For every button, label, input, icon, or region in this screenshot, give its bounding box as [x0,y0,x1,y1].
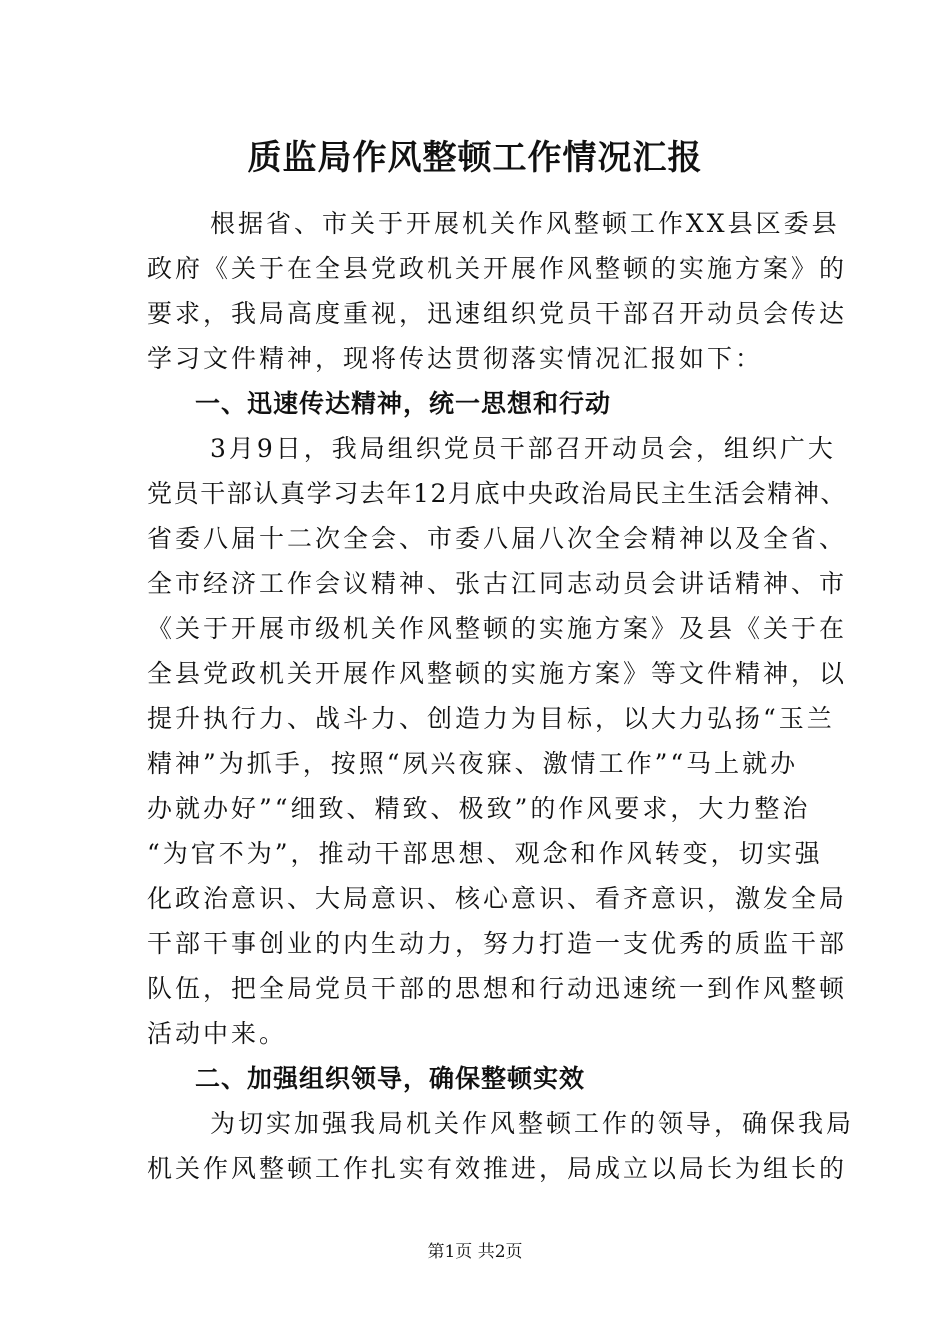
document-title: 质监局作风整顿工作情况汇报 [247,138,703,178]
paragraph-line: 《关于开展市级机关作风整顿的实施方案》及县《关于在 [147,614,848,643]
page-footer: 第1页 共2页 [427,1242,523,1262]
paragraph-line: 全县党政机关开展作风整顿的实施方案》等文件精神，以 [147,659,848,688]
paragraph-line: 精神”为抓手，按照“夙兴夜寐、激情工作”“马上就办 [147,749,799,778]
paragraph-line: 全市经济工作会议精神、张古江同志动员会讲话精神、市 [147,569,848,598]
paragraph-line: 学习文件精神，现将传达贯彻落实情况汇报如下： [147,344,764,373]
paragraph-line: 要求，我局高度重视，迅速组织党员干部召开动员会传达 [147,299,848,328]
paragraph-line: 化政治意识、大局意识、核心意识、看齐意识，激发全局 [147,884,848,913]
paragraph-line: 办就办好”“细致、精致、极致”的作风要求，大力整治 [147,794,811,823]
paragraph-line: 党员干部认真学习去年12月底中央政治局民主生活会精神、 [147,479,848,508]
paragraph-line: 省委八届十二次全会、市委八届八次全会精神以及全省、 [147,524,848,553]
paragraph-line: 为切实加强我局机关作风整顿工作的领导，确保我局 [210,1109,855,1138]
paragraph-line: 3月9日，我局组织党员干部召开动员会，组织广大 [210,434,836,463]
section-heading: 二、加强组织领导，确保整顿实效 [195,1064,586,1093]
section-heading: 一、迅速传达精神，统一思想和行动 [195,389,612,418]
paragraph-line: 根据省、市关于开展机关作风整顿工作XX县区委县 [210,209,840,238]
paragraph-line: 提升执行力、战斗力、创造力为目标，以大力弘扬“玉兰 [147,704,835,733]
paragraph-line: 活动中来。 [147,1019,288,1048]
paragraph-line: 政府《关于在全县党政机关开展作风整顿的实施方案》的 [147,254,848,283]
paragraph-line: 队伍，把全局党员干部的思想和行动迅速统一到作风整顿 [147,974,848,1003]
paragraph-line: 干部干事创业的内生动力，努力打造一支优秀的质监干部 [147,929,848,958]
paragraph-line: 机关作风整顿工作扎实有效推进，局成立以局长为组长的 [147,1154,848,1183]
paragraph-line: “为官不为”，推动干部思想、观念和作风转变，切实强 [147,839,823,868]
